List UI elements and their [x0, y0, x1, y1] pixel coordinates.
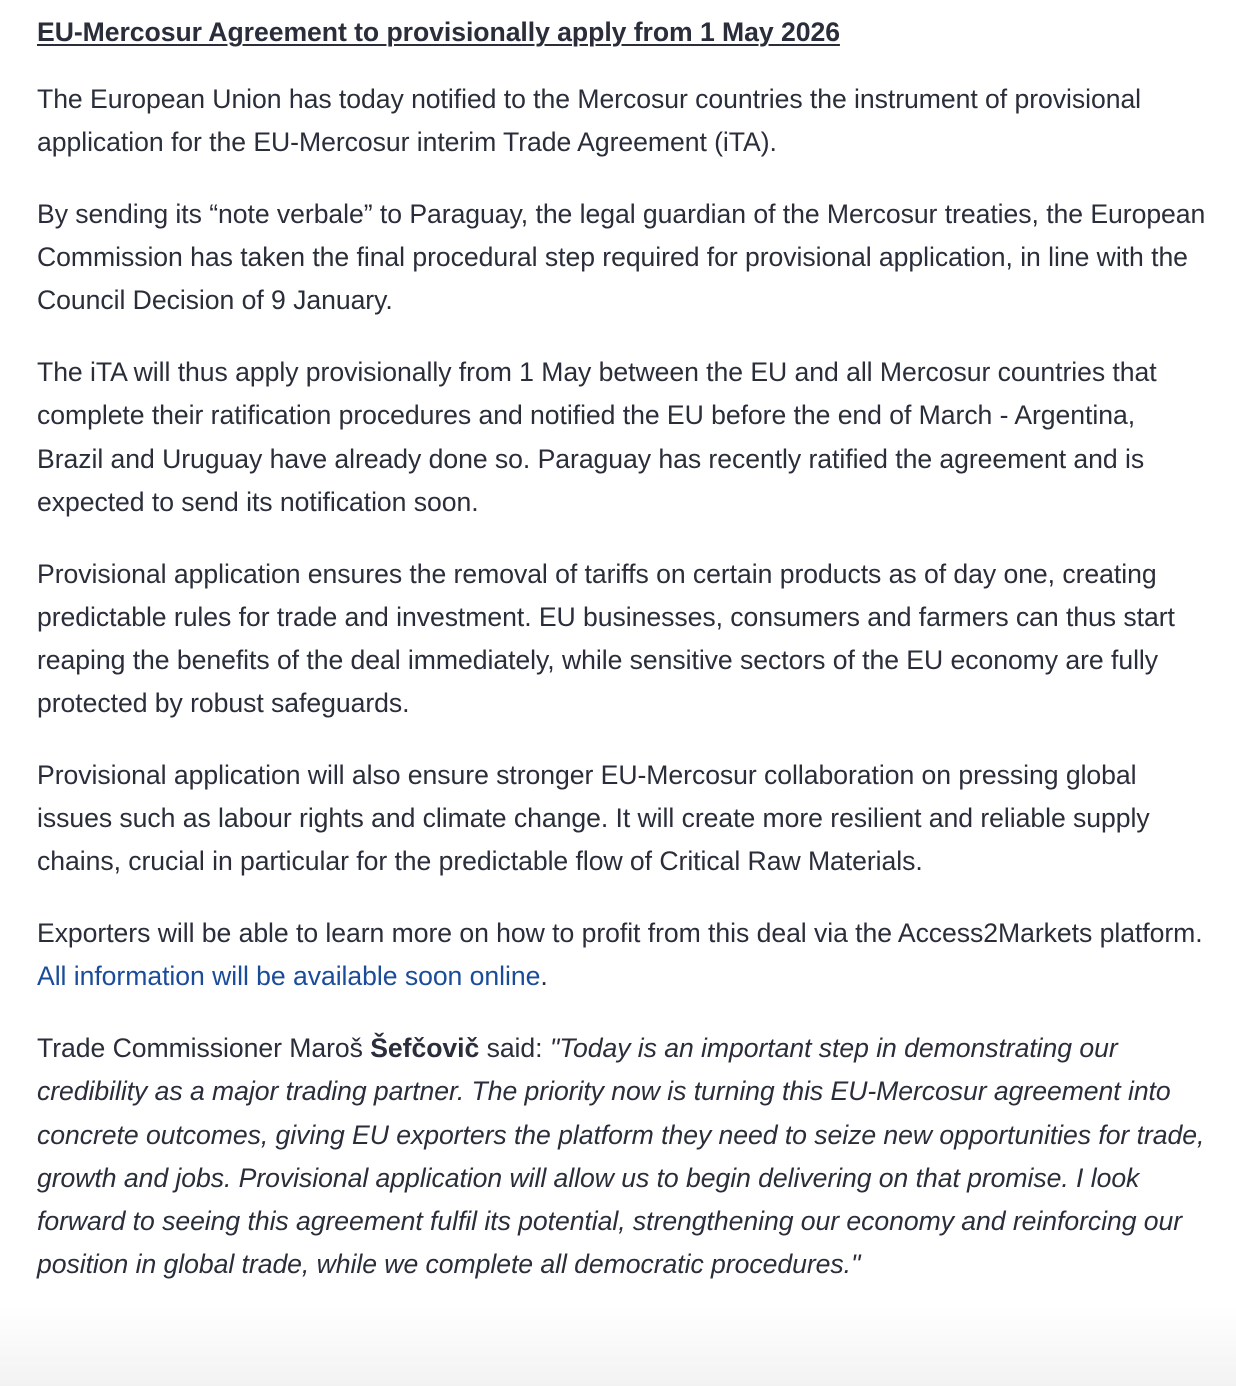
article-headline[interactable]: EU-Mercosur Agreement to provisionally apply from 1 May 2026 [37, 17, 840, 47]
paragraph-collaboration: Provisional application will also ensure stronger EU-Mercosur collaboration on pressing global issues such as labour rights and climate change. It will create more resilient and reliable supply chains, crucial in particular for the predictable flow of Critical Raw Materials. [37, 760, 1150, 877]
paragraph-provisional-date: The iTA will thus apply provisionally from 1 May between the EU and all Mercosur countries that complete their ratification procedures and notified the EU before the end of March - Argentina, Brazil and Uruguay have already done so. Paraguay has recently ratified the agreement and is expected to send its notification soon. [37, 357, 1157, 517]
paragraph-notification: The European Union has today notified to the Mercosur countries the instrument of provisional application for the EU-Mercosur interim Trade Agreement (iTA). [37, 84, 1142, 158]
exporters-text: Exporters will be able to learn more on how to profit from this deal via the Access2Markets platform. [37, 918, 1203, 949]
paragraph-tariffs: Provisional application ensures the removal of tariffs on certain products as of day one, creating predictable rules for trade and investment. EU businesses, consumers and farmers can thus start reaping the benefits of the deal immediately, while sensitive sectors of the EU economy are fully protected by robust safeguards. [37, 558, 1175, 719]
paragraph-note-verbale: By sending its “note verbale” to Paraguay, the legal guardian of the Mercosur treaties, the European Commission has taken the final procedural step required for provisional application, in line with the Council Decision of 9 January. [37, 199, 1206, 316]
commissioner-quote: "Today is an important step in demonstrating our credibility as a major trading partner. The priority now is turning this EU-Mercosur agreement into concrete outcomes, giving EU exporters the platform they need to seize new opportunities for trade, growth and jobs. Provisional application will allow us to begin delivering on that promise. I look forward to seeing this agreement fulfil its potential, strengthening our economy and reinforcing our position in global trade, while we complete all democratic procedures." [37, 1033, 1205, 1280]
information-online-link[interactable]: All information will be available soon online [37, 961, 541, 992]
quote-said: said: [479, 1033, 550, 1064]
exporters-suffix: . [540, 961, 548, 992]
commissioner-name: Šefčovič [370, 1033, 480, 1064]
paragraph-quote [37, 1027, 1206, 1286]
quote-prefix: Trade Commissioner Maroš [37, 1033, 371, 1064]
bottom-fade [0, 1306, 1236, 1386]
paragraph-exporters [37, 912, 1206, 998]
